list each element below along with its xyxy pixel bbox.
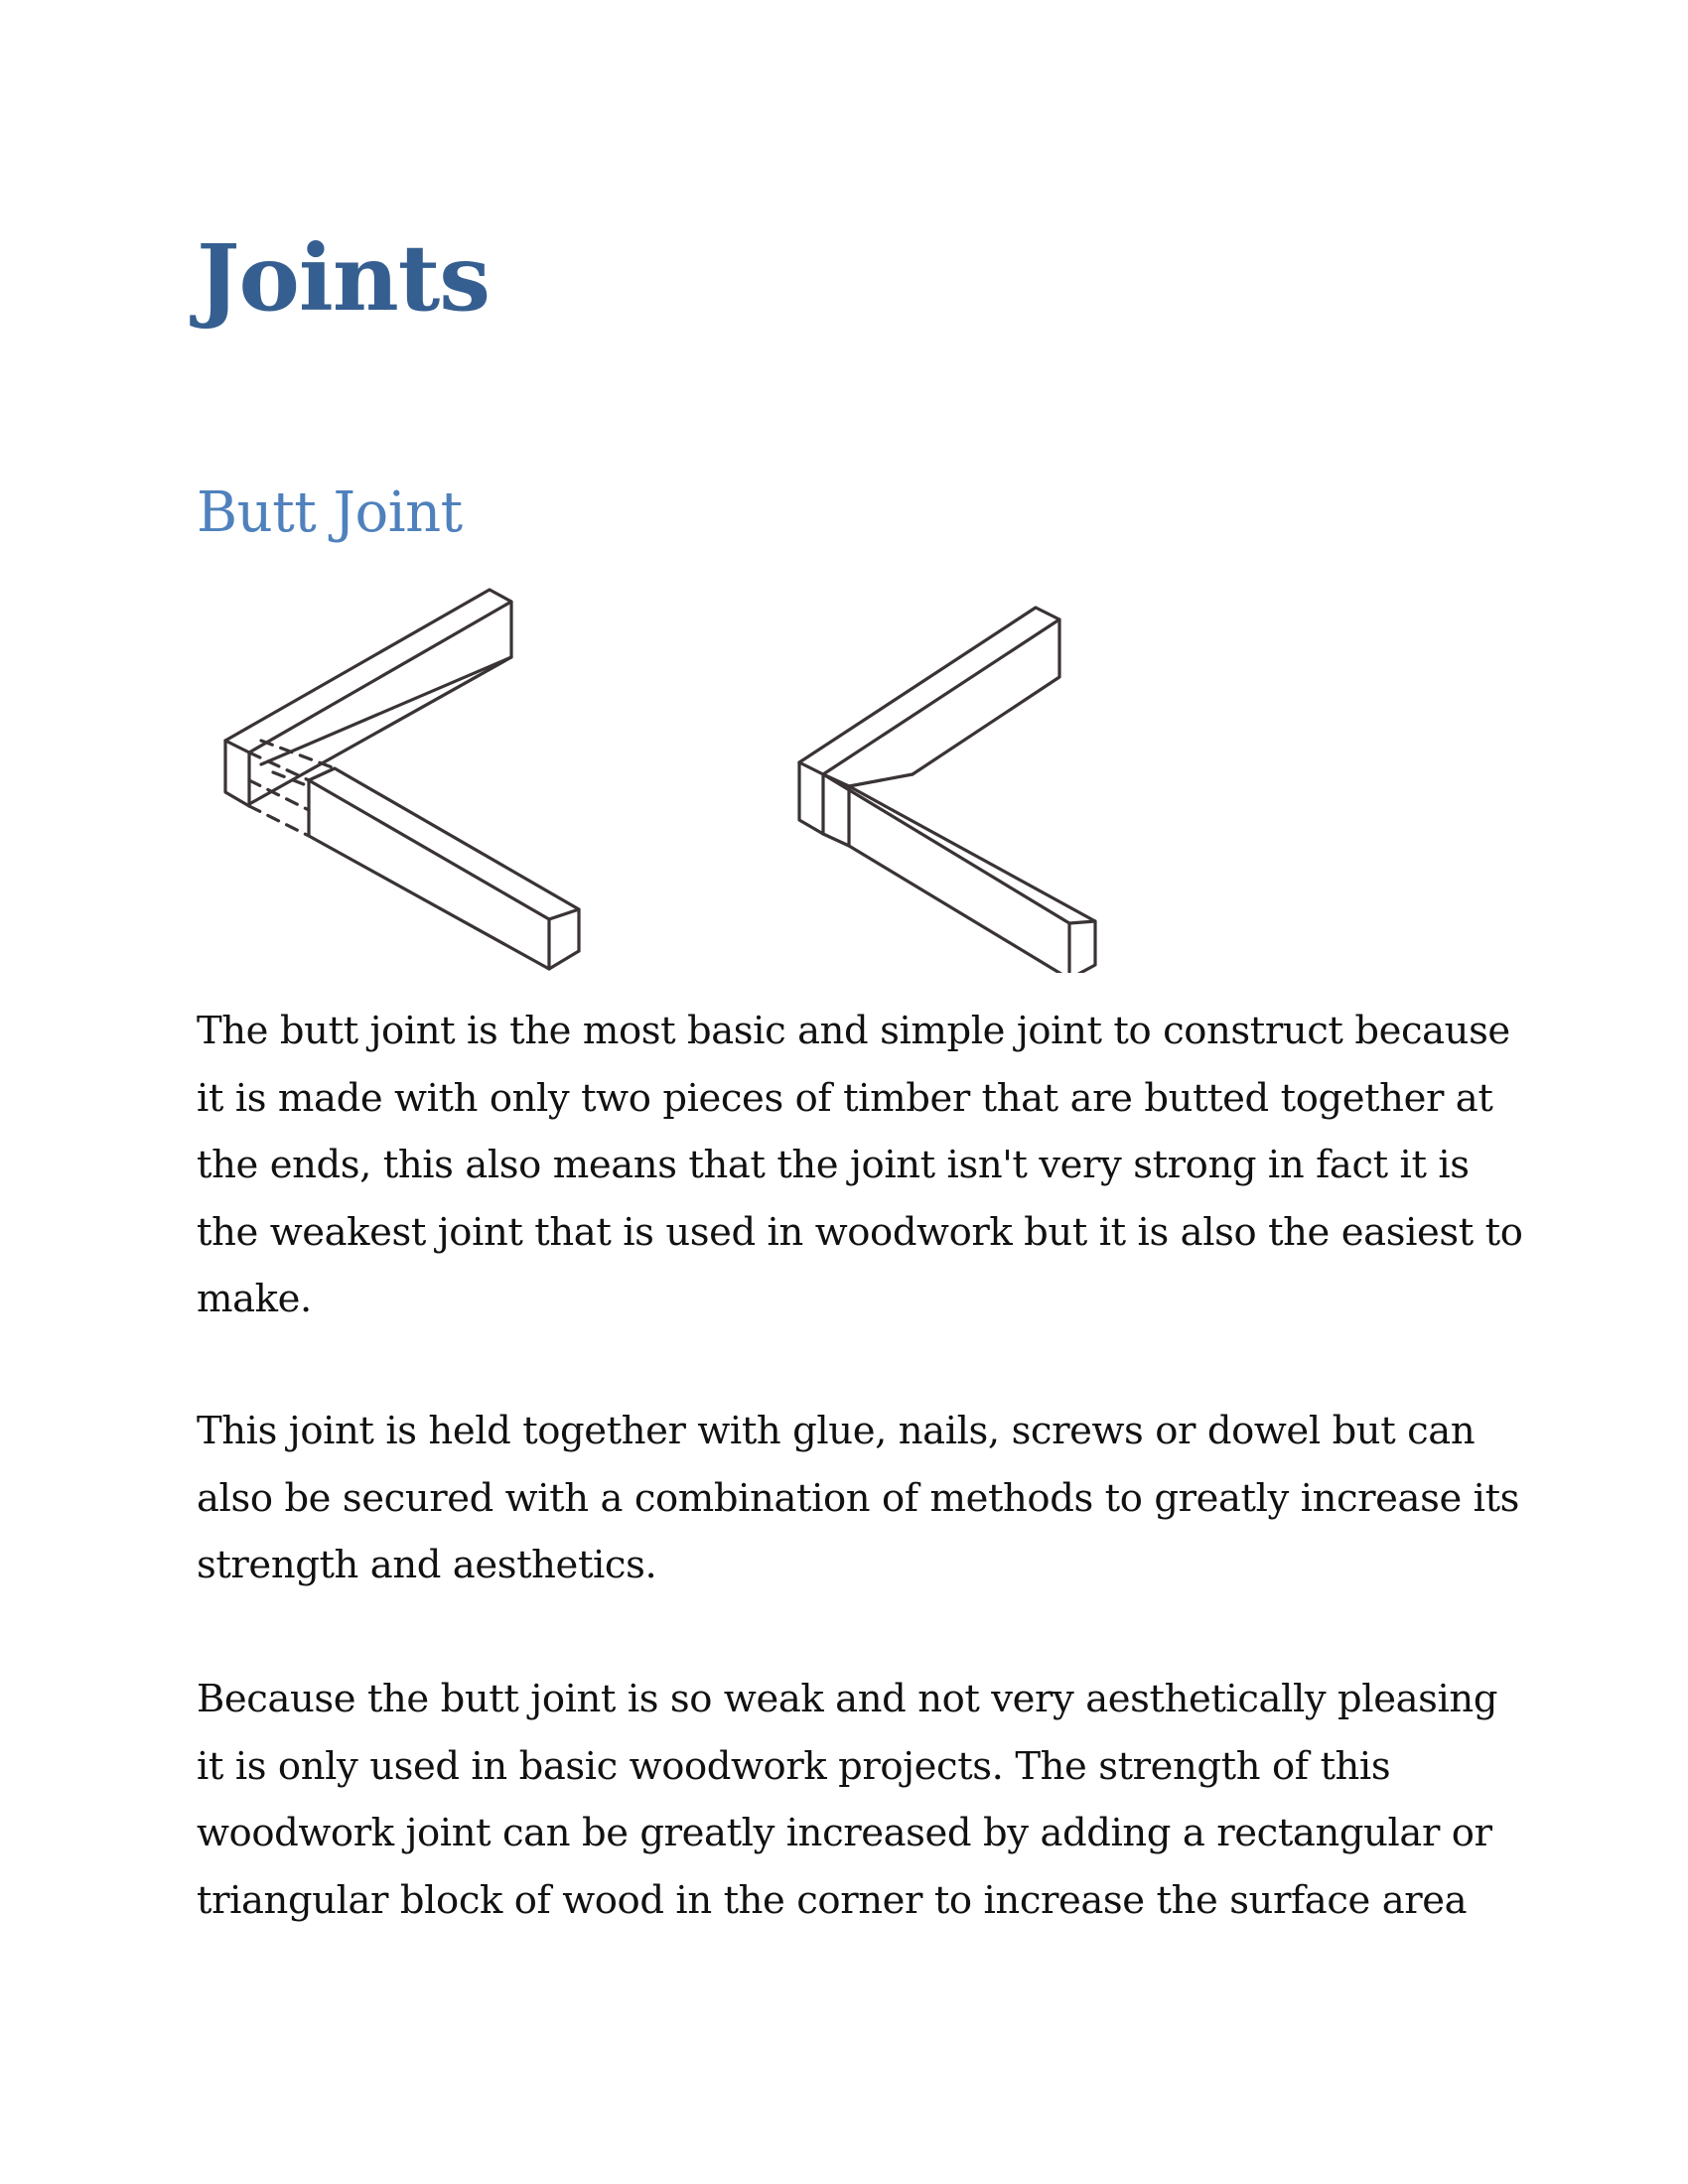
butt-joint-figure [213, 576, 1147, 973]
butt-joint-hidden-lines-sketch-icon [225, 590, 579, 969]
paragraph-3: Because the butt joint is so weak and not very aesthetically pleasing it is only used in basic woodwork projects. The strength of this woodwork joint can be greatly increased by adding a rectangular or triangular block of wood in the corner to increase the surface area [197, 1677, 1498, 1923]
butt-joint-illustration [213, 576, 1147, 973]
paragraph-1: The butt joint is the most basic and simple joint to construct because it is made with only two pieces of timber that are butted together at the ends, this also means that the joint isn't very strong in fact it is the weakest joint that is used in woodwork but it is also the easiest to make. [197, 1009, 1523, 1321]
paragraph-2: This joint is held together with glue, nails, screws or dowel but can also be secured with a combination of methods to greatly increase its strength and aesthetics. [197, 1409, 1520, 1587]
section-heading: Butt Joint [197, 480, 463, 545]
butt-joint-assembled-sketch-icon [799, 608, 1095, 973]
page-title: Joints [197, 224, 491, 332]
